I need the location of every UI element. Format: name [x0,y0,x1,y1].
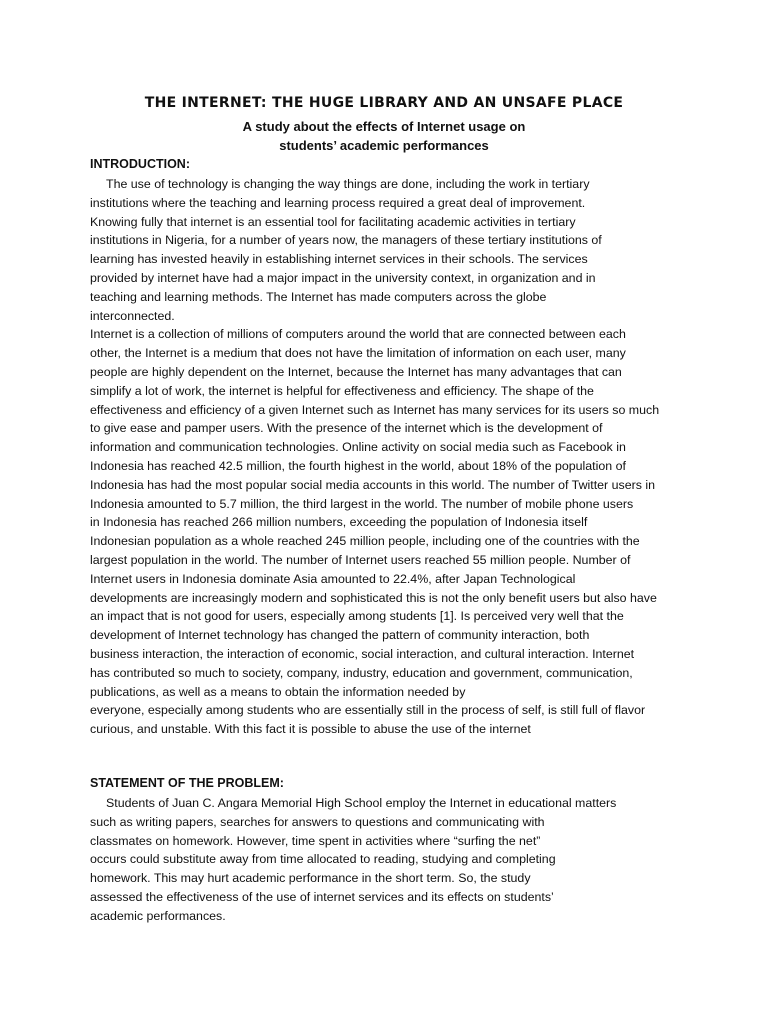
introduction-text-line: to give ease and pamper users. With the presence of the internet which is the development of [90,421,603,436]
problem-text-line: assessed the effectiveness of the use of internet services and its effects on students’ [90,889,554,904]
introduction-text-line: Indonesia has had the most popular social media accounts in this world. The number of Twitter users in [90,477,655,492]
introduction-text-line: institutions where the teaching and learning process required a great deal of improvement. [90,195,586,210]
problem-text-line: occurs could substitute away from time allocated to reading, studying and completing [90,852,556,867]
introduction-text-line: has contributed so much to society, company, industry, education and government, communication, [90,665,633,680]
problem-text-line: classmates on homework. However, time spent in activities where “surfing the net” [90,833,541,848]
introduction-text-line: institutions in Nigeria, for a number of years now, the managers of these tertiary institutions of [90,233,602,248]
document-subtitle-line-2: students’ academic performances [279,138,489,153]
introduction-text-line: other, the Internet is a medium that does not have the limitation of information on each user, many [90,346,626,361]
introduction-text-line: everyone, especially among students who are essentially still in the process of self, is still full of flavor [90,703,646,718]
introduction-text-line: information and communication technologies. Online activity on social media such as Facebook in [90,440,626,455]
document-title: THE INTERNET: THE HUGE LIBRARY AND AN UNSAFE PLACE [144,95,624,111]
document-subtitle-line-1: A study about the effects of Internet usage on [242,119,526,134]
introduction-text-line: Indonesian population as a whole reached 245 million people, including one of the countries with the [90,534,640,549]
problem-heading: STATEMENT OF THE PROBLEM: [90,776,284,790]
introduction-text-line: interconnected. [90,308,175,323]
problem-body [90,794,690,926]
problem-text-line: such as writing papers, searches for answers to questions and communicating with [90,814,545,829]
introduction-text-line: people are highly dependent on the Internet, because the Internet has many advantages that can [90,364,622,379]
introduction-text-line: publications, as well as a means to obtain the information needed by [90,684,466,699]
problem-text-line: academic performances. [90,908,226,923]
introduction-body [90,175,690,739]
introduction-text-line: Internet users in Indonesia dominate Asia amounted to 22.4%, after Japan Technological [90,571,576,586]
problem-text-line: Students of Juan C. Angara Memorial High School employ the Internet in educational matters [106,796,617,810]
introduction-text-line: development of Internet technology has changed the pattern of community interaction, both [90,628,590,643]
introduction-text-line: Internet is a collection of millions of computers around the world that are connected between each [90,327,626,342]
introduction-text-line: in Indonesia has reached 266 million numbers, exceeding the population of Indonesia itself [90,515,588,530]
introduction-text-line: Indonesia has reached 42.5 million, the fourth highest in the world, about 18% of the population of [90,458,626,473]
introduction-text-line: Indonesia amounted to 5.7 million, the third largest in the world. The number of mobile phone users [90,496,634,511]
introduction-heading: INTRODUCTION: [90,157,190,171]
introduction-text-line: developments are increasingly modern and sophisticated this is not the only benefit users but also have [90,590,657,605]
introduction-text-line: curious, and unstable. With this fact it is possible to abuse the use of the internet [90,722,531,737]
introduction-text-line: Knowing fully that internet is an essential tool for facilitating academic activities in tertiary [90,214,576,229]
introduction-text-line: teaching and learning methods. The Internet has made computers across the globe [90,289,547,304]
introduction-text-line: largest population in the world. The number of Internet users reached 55 million people. Number of [90,552,631,567]
introduction-text-line: business interaction, the interaction of economic, social interaction, and cultural interaction. Internet [90,646,635,661]
problem-text-line: homework. This may hurt academic performance in the short term. So, the study [90,871,531,886]
introduction-text-line: provided by internet have had a major impact in the university context, in organization and in [90,270,596,285]
introduction-text-line: effectiveness and efficiency of a given Internet such as Internet has many services for its users so much [90,402,660,417]
introduction-text-line: learning has invested heavily in establishing internet services in their schools. The services [90,252,588,267]
introduction-text-line: simplify a lot of work, the internet is helpful for effectiveness and efficiency. The shape of the [90,383,594,398]
introduction-text-line: The use of technology is changing the way things are done, including the work in tertiary [106,177,590,191]
introduction-text-line: an impact that is not good for users, especially among students [1]. Is perceived very well that the [90,609,624,624]
